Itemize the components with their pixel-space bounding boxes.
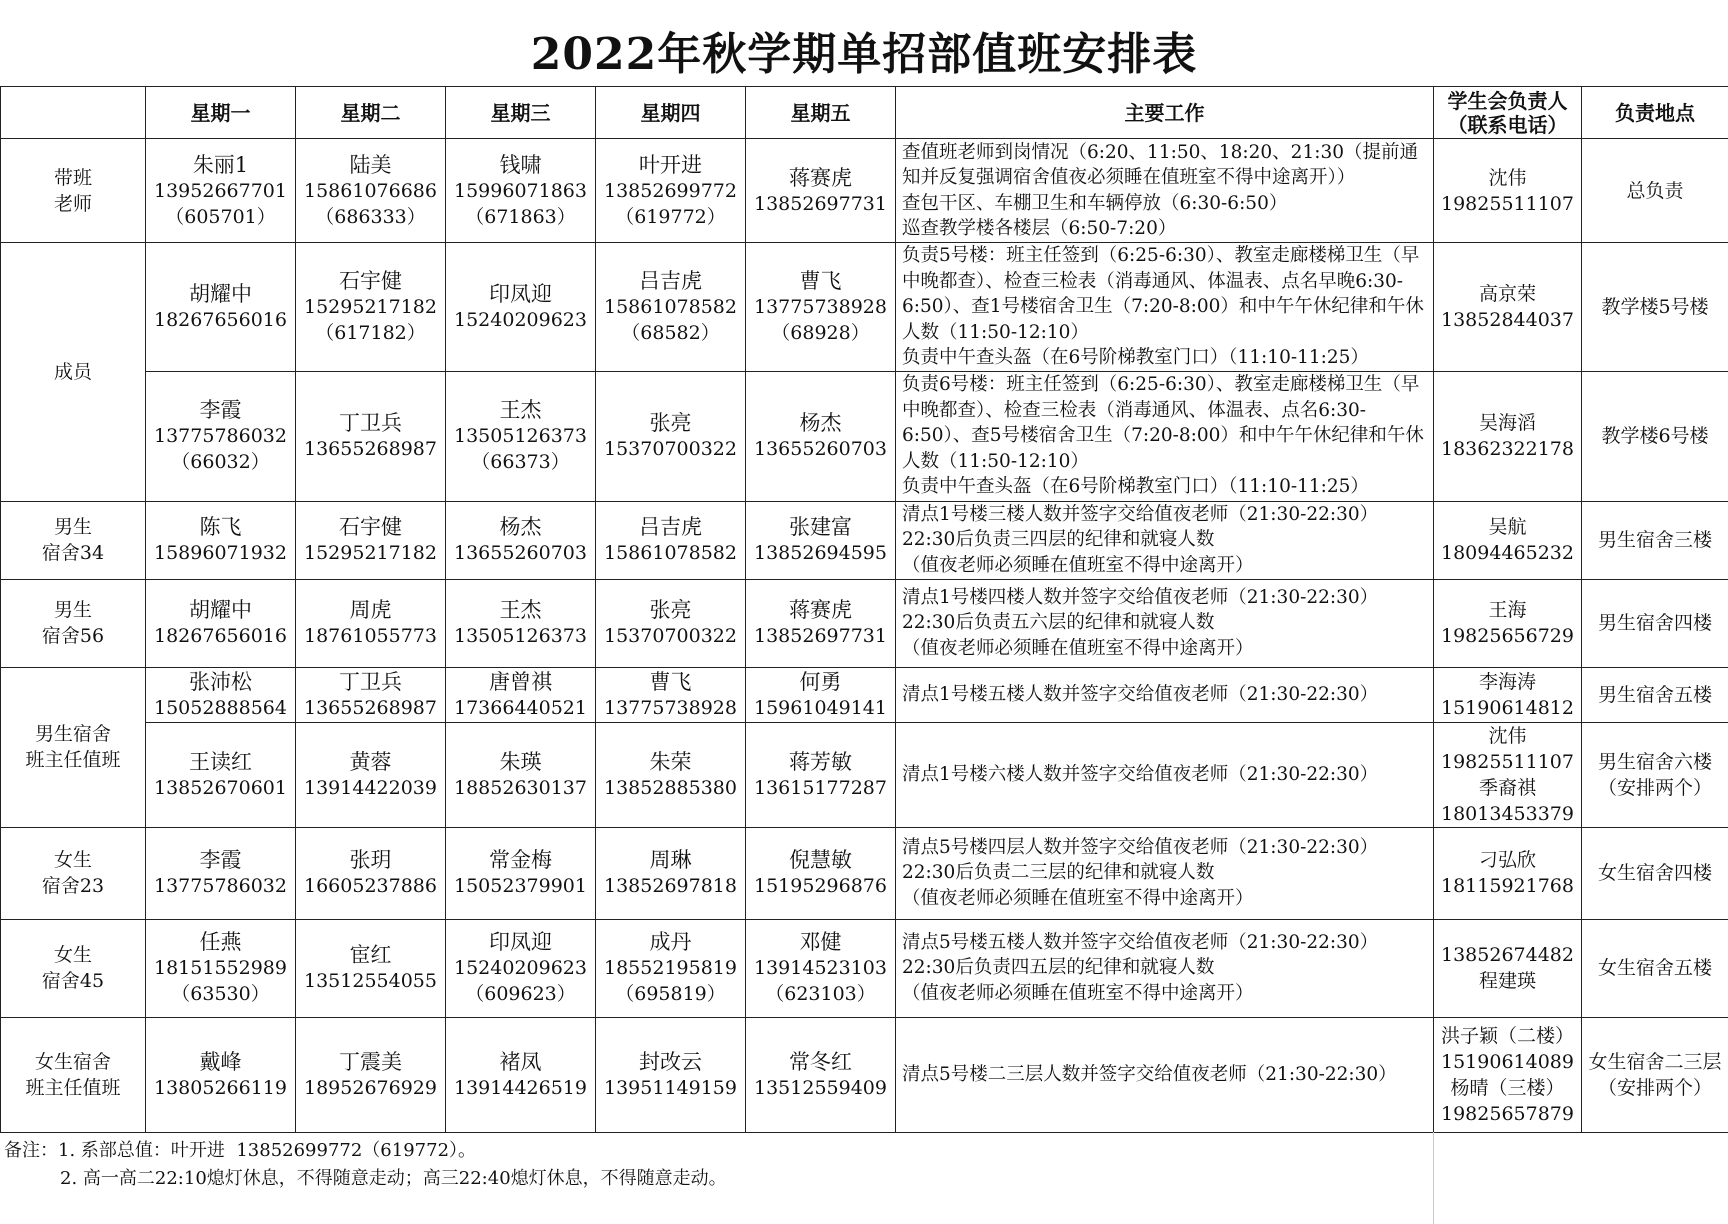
person-phone: 18267656016 xyxy=(154,625,287,647)
duty-person-cell xyxy=(596,579,746,667)
duty-person-cell xyxy=(296,243,446,372)
duty-person-cell xyxy=(746,919,896,1017)
duty-person-cell xyxy=(296,139,446,243)
duty-person-cell xyxy=(296,501,446,579)
row-category: 男生 宿舍56 xyxy=(1,579,146,667)
main-task: 负责6号楼：班主任签到（6:25-6:30）、教室走廊楼梯卫生（早中晚都查）、检查三检表（消毒通风、体温表、点名6:30-6:50）、查5号楼宿舍卫生（7:20-8:00）和中午午休纪律和午休人数（11:50-12:10） 负责中午查头盔（在6号阶梯教室门口）（11:10-11:25） xyxy=(896,371,1434,501)
person-phone: 13951149159 xyxy=(604,1076,737,1099)
person-name: 叶开进 xyxy=(639,152,702,177)
duty-person-cell xyxy=(596,139,746,243)
person-phone: 13505126373 xyxy=(454,625,587,647)
responsible-location: 女生宿舍二三层 （安排两个） xyxy=(1582,1017,1728,1132)
duty-person-cell xyxy=(146,722,296,827)
responsible-location: 男生宿舍三楼 xyxy=(1582,501,1728,579)
person-phone: 13615177287 xyxy=(754,776,887,799)
duty-person-cell xyxy=(596,919,746,1017)
person-name: 胡耀中 xyxy=(189,281,252,306)
duty-person-cell xyxy=(446,1017,596,1132)
main-task: 负责5号楼：班主任签到（6:25-6:30）、教室走廊楼梯卫生（早中晚都查）、检查三检表（消毒通风、体温表、点名早晚6:30-6:50）、查1号楼宿舍卫生（7:20-8:00）和中午午休纪律和午休人数（11:50-12:10） 负责中午查头盔（在6号阶梯教室门口）（11:10-11:25） xyxy=(896,243,1434,372)
person-phone: 13512554055 xyxy=(304,970,437,992)
person-name: 周虎 xyxy=(349,598,392,622)
person-phone: 13914523103 （623103） xyxy=(754,957,887,1005)
person-name: 张亮 xyxy=(649,411,692,435)
person-name: 印凤迎 xyxy=(489,930,552,954)
person-name: 吕吉虎 xyxy=(639,268,702,293)
student-leader: 洪子颖（二楼） 15190614089 杨晴（三楼） 19825657879 xyxy=(1434,1017,1582,1132)
duty-person-cell xyxy=(596,667,746,722)
page-title: 2022年秋学期单招部值班安排表 xyxy=(530,29,1198,80)
person-name: 石宇健 xyxy=(339,515,402,539)
duty-person-cell xyxy=(446,827,596,919)
person-phone: 13952667701 （605701） xyxy=(154,179,287,228)
person-name: 张亮 xyxy=(649,598,692,622)
person-name: 曹飞 xyxy=(649,669,692,694)
person-phone: 15896071932 xyxy=(154,542,287,564)
duty-person-cell xyxy=(146,501,296,579)
person-name: 邓健 xyxy=(799,930,842,954)
duty-person-cell xyxy=(746,371,896,501)
table-row xyxy=(1,243,1728,372)
header-row xyxy=(1,87,1728,139)
person-phone: 15240209623 （609623） xyxy=(454,957,587,1005)
student-leader: 沈伟 19825511107 季裔祺 18013453379 xyxy=(1434,722,1582,827)
person-phone: 16605237886 xyxy=(304,875,437,897)
main-task: 清点1号楼三楼人数并签字交给值夜老师（21:30-22:30） 22:30后负责三四层的纪律和就寝人数 （值夜老师必须睡在值班室不得中途离开） xyxy=(896,501,1434,579)
person-phone: 13775786032 （66032） xyxy=(154,425,287,473)
person-phone: 15052379901 xyxy=(454,875,587,897)
duty-person-cell xyxy=(146,667,296,722)
duty-person-cell xyxy=(596,827,746,919)
row-category: 女生 宿舍23 xyxy=(1,827,146,919)
duty-person-cell xyxy=(596,1017,746,1132)
person-name: 蒋芳敏 xyxy=(789,749,852,774)
person-name: 王读红 xyxy=(189,749,252,774)
person-phone: 13775738928 xyxy=(604,696,737,719)
row-category: 男生宿舍 班主任值班 xyxy=(1,667,146,827)
person-name: 朱荣 xyxy=(649,749,692,774)
responsible-location: 女生宿舍四楼 xyxy=(1582,827,1728,919)
person-name: 张建富 xyxy=(789,515,852,539)
row-category: 女生 宿舍45 xyxy=(1,919,146,1017)
row-category: 女生宿舍 班主任值班 xyxy=(1,1017,146,1132)
student-leader: 刁弘欣 18115921768 xyxy=(1434,827,1582,919)
person-phone: 18952676929 xyxy=(304,1076,437,1099)
person-name: 杨杰 xyxy=(799,411,842,435)
header-location: 负责地点 xyxy=(1582,87,1728,139)
duty-person-cell xyxy=(446,139,596,243)
person-name: 张玥 xyxy=(349,848,392,872)
person-name: 成丹 xyxy=(649,930,692,954)
row-category: 成员 xyxy=(1,243,146,502)
student-leader: 吴海滔 18362322178 xyxy=(1434,371,1582,501)
person-phone: 15052888564 xyxy=(154,696,287,719)
person-name: 周琳 xyxy=(649,848,692,872)
duty-person-cell xyxy=(746,827,896,919)
person-name: 石宇健 xyxy=(339,268,402,293)
header-thursday: 星期四 xyxy=(596,87,746,139)
table-row xyxy=(1,139,1728,243)
person-name: 胡耀中 xyxy=(189,598,252,622)
person-name: 曹飞 xyxy=(799,268,842,293)
duty-person-cell xyxy=(296,371,446,501)
table-row xyxy=(1,579,1728,667)
person-name: 印凤迎 xyxy=(489,281,552,306)
row-category: 带班 老师 xyxy=(1,139,146,243)
person-name: 倪慧敏 xyxy=(789,848,852,872)
duty-person-cell xyxy=(146,371,296,501)
responsible-location: 男生宿舍五楼 xyxy=(1582,667,1728,722)
duty-person-cell xyxy=(146,919,296,1017)
person-phone: 13852697731 xyxy=(754,625,887,647)
student-leader: 高京荣 13852844037 xyxy=(1434,243,1582,372)
person-phone: 13505126373 （66373） xyxy=(454,425,587,473)
person-phone: 15961049141 xyxy=(754,696,887,719)
duty-person-cell xyxy=(446,579,596,667)
person-phone: 17366440521 xyxy=(454,696,587,719)
duty-person-cell xyxy=(596,243,746,372)
duty-person-cell xyxy=(296,579,446,667)
person-name: 陆美 xyxy=(349,152,392,177)
person-phone: 13655260703 xyxy=(754,438,887,460)
person-phone: 15295217182 xyxy=(304,542,437,564)
person-phone: 13914422039 xyxy=(304,776,437,799)
duty-person-cell xyxy=(296,667,446,722)
person-name: 封改云 xyxy=(639,1049,702,1074)
person-name: 丁卫兵 xyxy=(339,669,402,694)
main-task: 查值班老师到岗情况（6:20、11:50、18:20、21:30（提前通知并反复强调宿舍值夜必须睡在值班室不得中途离开）） 查包干区、车棚卫生和车辆停放（6:30-6:50） 巡查教学楼各楼层（6:50-7:20） xyxy=(896,139,1434,243)
person-name: 戴峰 xyxy=(199,1049,242,1074)
student-leader: 沈伟 19825511107 xyxy=(1434,139,1582,243)
responsible-location: 教学楼6号楼 xyxy=(1582,371,1728,501)
table-row xyxy=(1,667,1728,722)
header-friday: 星期五 xyxy=(746,87,896,139)
person-name: 宦红 xyxy=(349,943,392,967)
table-row xyxy=(1,919,1728,1017)
person-phone: 13775738928 （68928） xyxy=(754,295,887,344)
person-name: 蒋赛虎 xyxy=(789,165,852,190)
table-row xyxy=(1,1017,1728,1132)
row-category: 男生 宿舍34 xyxy=(1,501,146,579)
duty-person-cell xyxy=(446,667,596,722)
table-row xyxy=(1,827,1728,919)
person-phone: 15295217182 （617182） xyxy=(304,295,437,344)
person-phone: 15370700322 xyxy=(604,438,737,460)
main-task: 清点5号楼二三层人数并签字交给值夜老师（21:30-22:30） xyxy=(896,1017,1434,1132)
person-phone: 13805266119 xyxy=(154,1076,287,1099)
note-line-1: 备注：1. 系部总值：叶开进 13852699772（619772）。 xyxy=(4,1140,477,1161)
person-name: 王杰 xyxy=(499,398,542,422)
person-phone: 15195296876 xyxy=(754,875,887,897)
header-leader: 学生会负责人 （联系电话） xyxy=(1434,87,1582,139)
person-phone: 13512559409 xyxy=(754,1076,887,1099)
person-phone: 13852697818 xyxy=(604,875,737,897)
duty-person-cell xyxy=(446,501,596,579)
person-name: 杨杰 xyxy=(499,515,542,539)
person-name: 任燕 xyxy=(199,930,242,954)
header-category xyxy=(1,87,146,139)
duty-person-cell xyxy=(746,579,896,667)
duty-person-cell xyxy=(746,667,896,722)
duty-schedule-table xyxy=(0,86,1728,1133)
person-name: 吕吉虎 xyxy=(639,515,702,539)
student-leader: 李海涛 15190614812 xyxy=(1434,667,1582,722)
duty-person-cell xyxy=(746,722,896,827)
person-phone: 18761055773 xyxy=(304,625,437,647)
person-phone: 13655268987 xyxy=(304,438,437,460)
person-phone: 18852630137 xyxy=(454,776,587,799)
person-phone: 13655260703 xyxy=(454,542,587,564)
person-phone: 13914426519 xyxy=(454,1076,587,1099)
person-phone: 13655268987 xyxy=(304,696,437,719)
duty-person-cell xyxy=(296,827,446,919)
duty-person-cell xyxy=(596,722,746,827)
student-leader: 13852674482 程建瑛 xyxy=(1434,919,1582,1017)
person-name: 常金梅 xyxy=(489,848,552,872)
person-phone: 13852885380 xyxy=(604,776,737,799)
person-name: 李霞 xyxy=(199,398,242,422)
person-phone: 18552195819 （695819） xyxy=(604,957,737,1005)
duty-person-cell xyxy=(596,371,746,501)
person-name: 王杰 xyxy=(499,598,542,622)
student-leader: 吴航 18094465232 xyxy=(1434,501,1582,579)
person-name: 张沛松 xyxy=(189,669,252,694)
header-task: 主要工作 xyxy=(896,87,1434,139)
person-phone: 15861076686 （686333） xyxy=(304,179,437,228)
duty-person-cell xyxy=(296,1017,446,1132)
person-phone: 15240209623 xyxy=(454,308,587,331)
table-row xyxy=(1,501,1728,579)
person-name: 丁卫兵 xyxy=(339,411,402,435)
person-name: 陈飞 xyxy=(199,515,242,539)
duty-person-cell xyxy=(596,501,746,579)
table-row xyxy=(1,371,1728,501)
duty-person-cell xyxy=(296,919,446,1017)
person-name: 何勇 xyxy=(799,669,842,694)
duty-person-cell xyxy=(296,722,446,827)
duty-person-cell xyxy=(446,919,596,1017)
table-row xyxy=(1,722,1728,827)
person-name: 丁震美 xyxy=(339,1049,402,1074)
faint-divider xyxy=(1433,1132,1434,1224)
person-name: 李霞 xyxy=(199,848,242,872)
duty-person-cell xyxy=(146,243,296,372)
person-phone: 13852697731 xyxy=(754,192,887,215)
person-name: 朱丽1 xyxy=(192,152,249,177)
header-tuesday: 星期二 xyxy=(296,87,446,139)
duty-person-cell xyxy=(746,501,896,579)
person-phone: 13775786032 xyxy=(154,875,287,897)
person-phone: 13852699772 （619772） xyxy=(604,179,737,228)
note-line-2: 2. 高一高二22:10熄灯休息，不得随意走动；高三22:40熄灯休息，不得随意走动。 xyxy=(60,1168,727,1189)
duty-person-cell xyxy=(446,722,596,827)
main-task: 清点1号楼六楼人数并签字交给值夜老师（21:30-22:30） xyxy=(896,722,1434,827)
duty-person-cell xyxy=(146,1017,296,1132)
person-name: 蒋赛虎 xyxy=(789,598,852,622)
responsible-location: 男生宿舍六楼 （安排两个） xyxy=(1582,722,1728,827)
person-name: 钱啸 xyxy=(499,152,542,177)
duty-person-cell xyxy=(446,371,596,501)
person-phone: 15861078582 xyxy=(604,542,737,564)
person-name: 褚凤 xyxy=(499,1049,542,1074)
main-task: 清点1号楼五楼人数并签字交给值夜老师（21:30-22:30） xyxy=(896,667,1434,722)
person-phone: 13852694595 xyxy=(754,542,887,564)
person-phone: 15370700322 xyxy=(604,625,737,647)
duty-person-cell xyxy=(146,139,296,243)
duty-person-cell xyxy=(146,579,296,667)
person-name: 黄蓉 xyxy=(349,749,392,774)
responsible-location: 男生宿舍四楼 xyxy=(1582,579,1728,667)
duty-person-cell xyxy=(746,139,896,243)
person-phone: 13852670601 xyxy=(154,776,287,799)
duty-person-cell xyxy=(146,827,296,919)
person-name: 唐曾祺 xyxy=(489,669,552,694)
person-phone: 15861078582 （68582） xyxy=(604,295,737,344)
header-wednesday: 星期三 xyxy=(446,87,596,139)
responsible-location: 教学楼5号楼 xyxy=(1582,243,1728,372)
main-task: 清点5号楼五楼人数并签字交给值夜老师（21:30-22:30） 22:30后负责四五层的纪律和就寝人数 （值夜老师必须睡在值班室不得中途离开） xyxy=(896,919,1434,1017)
person-name: 朱瑛 xyxy=(499,749,542,774)
person-name: 常冬红 xyxy=(789,1049,852,1074)
person-phone: 18151552989 （63530） xyxy=(154,957,287,1005)
person-phone: 18267656016 xyxy=(154,308,287,331)
main-task: 清点1号楼四楼人数并签字交给值夜老师（21:30-22:30） 22:30后负责五六层的纪律和就寝人数 （值夜老师必须睡在值班室不得中途离开） xyxy=(896,579,1434,667)
duty-person-cell xyxy=(446,243,596,372)
responsible-location: 女生宿舍五楼 xyxy=(1582,919,1728,1017)
main-task: 清点5号楼四层人数并签字交给值夜老师（21:30-22:30） 22:30后负责二三层的纪律和就寝人数 （值夜老师必须睡在值班室不得中途离开） xyxy=(896,827,1434,919)
student-leader: 王海 19825656729 xyxy=(1434,579,1582,667)
responsible-location: 总负责 xyxy=(1582,139,1728,243)
duty-person-cell xyxy=(746,1017,896,1132)
duty-person-cell xyxy=(746,243,896,372)
header-monday: 星期一 xyxy=(146,87,296,139)
person-phone: 15996071863 （671863） xyxy=(454,179,587,228)
